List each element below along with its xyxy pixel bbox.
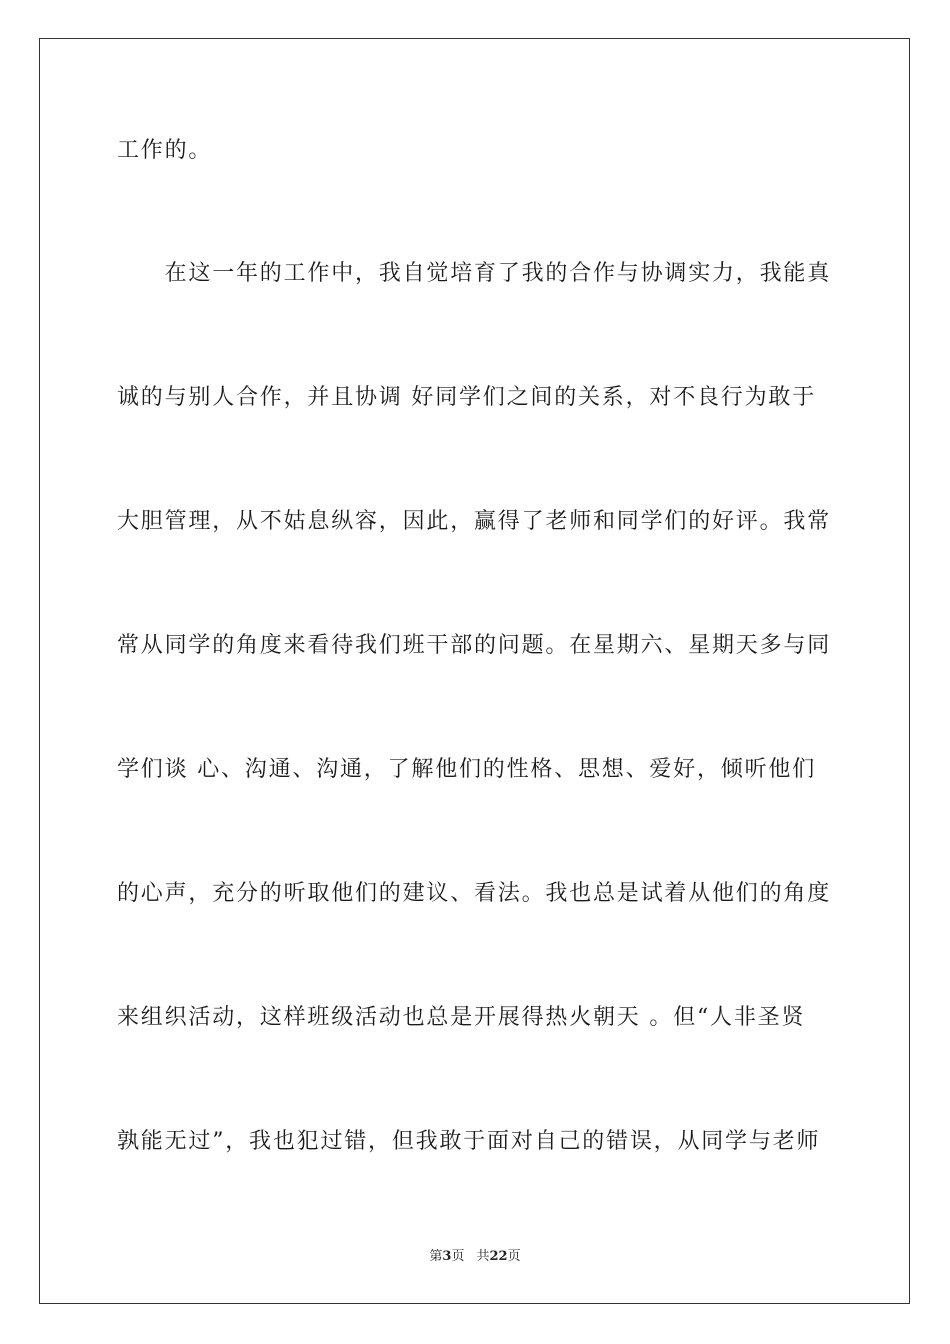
text-line: 的心声，充分的听取他们的建议、看法。我也总是试着从他们的角度: [117, 881, 832, 906]
text-line: 孰能无过”，我也犯过错，但我敢于面对自己的错误，从同学与老师: [117, 1129, 821, 1154]
text-line: 诚的与别人合作，并且协调 好同学们之间的关系，对不良行为敢于: [117, 385, 816, 410]
text-line: 常从同学的角度来看待我们班干部的问题。在星期六、星期天多与同: [117, 633, 832, 658]
page-number: 3: [442, 1249, 452, 1264]
text-line: 工作的。: [117, 138, 213, 163]
text-line: 来组织活动，这样班级活动也总是开展得热火朝天 。但“人非圣贤: [117, 1005, 806, 1030]
total-pages: 22: [489, 1249, 508, 1264]
page-prefix: 第: [429, 1249, 443, 1264]
text-line: 大胆管理，从不姑息纵容，因此，赢得了老师和同学们的好评。我常: [117, 509, 832, 534]
text-line: 在这一年的工作中，我自觉培育了我的合作与协调实力，我能真: [117, 261, 832, 286]
page-border: [39, 38, 910, 1304]
page-footer: [0, 1248, 950, 1266]
text-line: 学们谈 心、沟通、沟通，了解他们的性格、思想、爱好，倾听他们: [117, 757, 816, 782]
page-suffix: 页: [451, 1249, 465, 1264]
total-prefix: 共: [476, 1249, 490, 1264]
total-suffix: 页: [507, 1249, 521, 1264]
